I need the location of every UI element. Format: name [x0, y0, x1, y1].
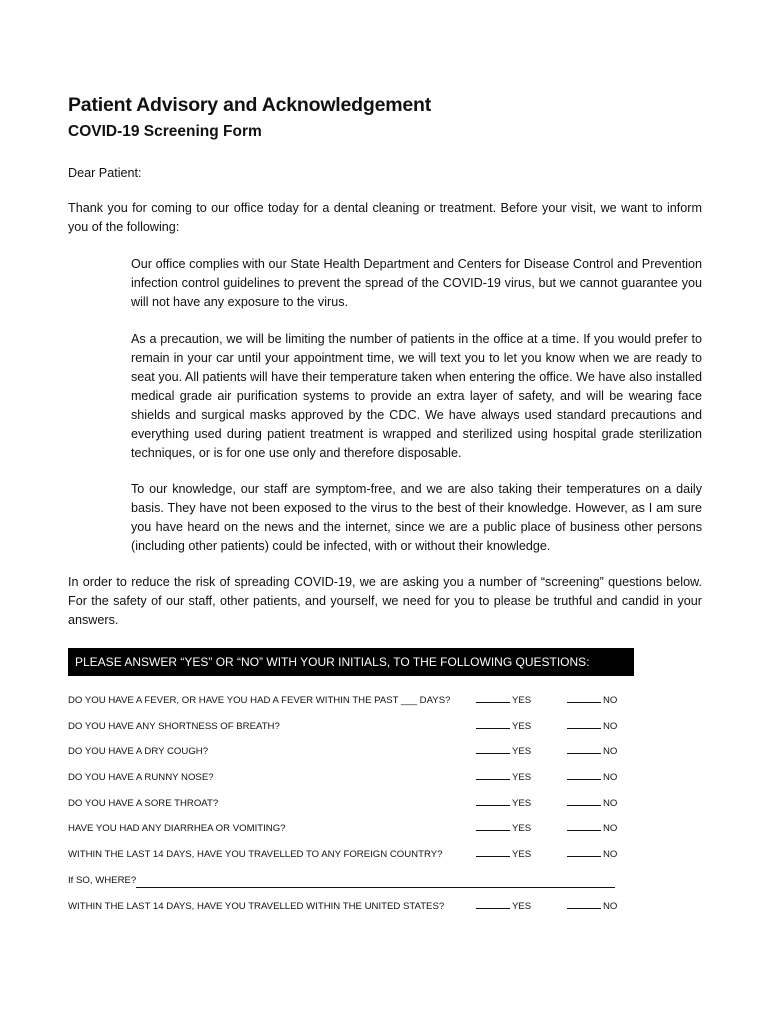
question-text: DO YOU HAVE A FEVER, OR HAVE YOU HAD A FEVER WITHIN THE PAST ___ DAYS? — [68, 695, 451, 706]
question-text: DO YOU HAVE A DRY COUGH? — [68, 746, 209, 758]
initials-blank[interactable] — [567, 846, 601, 857]
initials-blank[interactable] — [567, 769, 601, 780]
intro-paragraph: Thank you for coming to our office today for a dental cleaning or treatment. Before your visit, we want to inform you of the following: — [68, 201, 702, 234]
answer-yes-field[interactable] — [476, 894, 531, 920]
initials-blank[interactable] — [476, 898, 510, 909]
question-row — [68, 894, 628, 920]
initials-blank[interactable] — [476, 795, 510, 806]
answer-yes-field[interactable] — [476, 842, 531, 868]
initials-blank[interactable] — [476, 692, 510, 703]
answer-yes-field[interactable] — [476, 816, 531, 842]
answer-yes-label: YES — [512, 746, 532, 758]
page-title: Patient Advisory and Acknowledgement — [68, 94, 432, 116]
salutation: Dear Patient: — [68, 166, 142, 180]
answer-yes-field[interactable] — [476, 791, 531, 817]
question-row — [68, 688, 628, 714]
answer-no-label: NO — [603, 823, 618, 835]
question-row — [68, 714, 628, 740]
answer-no-label: NO — [603, 720, 618, 732]
answer-no-field[interactable] — [567, 894, 617, 920]
answer-yes-label: YES — [512, 900, 532, 912]
question-row — [68, 816, 628, 842]
answer-no-label: NO — [603, 746, 618, 758]
question-row — [68, 739, 628, 765]
answer-yes-field[interactable] — [476, 765, 531, 791]
initials-blank[interactable] — [476, 718, 510, 729]
answer-no-label: NO — [603, 772, 618, 784]
question-text: HAVE YOU HAD ANY DIARRHEA OR VOMITING? — [68, 823, 286, 835]
question-text: DO YOU HAVE A RUNNY NOSE? — [68, 772, 214, 784]
question-row — [68, 842, 628, 868]
answer-yes-label: YES — [512, 720, 532, 732]
question-row — [68, 868, 628, 894]
question-text: If SO, WHERE? — [68, 874, 137, 886]
answer-no-label: NO — [603, 695, 618, 706]
answer-no-field[interactable] — [567, 714, 617, 740]
screening-intro-paragraph: In order to reduce the risk of spreading COVID-19, we are asking you a number of “screening” questions below. For the safety of our staff, other patients, and yourself, we need for you to please be truthful and candid in your answers. — [68, 575, 702, 627]
answer-yes-label: YES — [512, 772, 532, 784]
initials-blank[interactable] — [476, 820, 510, 831]
answer-no-label: NO — [603, 797, 618, 809]
instructions-banner: PLEASE ANSWER “YES” OR “NO” WITH YOUR INITIALS, TO THE FOLLOWING QUESTIONS: — [68, 648, 634, 676]
compliance-paragraph: Our office complies with our State Health Department and Centers for Disease Control and Prevention infection control guidelines to prevent the spread of the COVID-19 virus, but we cannot guarantee you will not have any exposure to the virus. — [131, 257, 702, 309]
answer-no-field[interactable] — [567, 791, 617, 817]
answer-yes-label: YES — [512, 797, 532, 809]
initials-blank[interactable] — [476, 743, 510, 754]
answer-no-field[interactable] — [567, 765, 617, 791]
form-subtitle: COVID-19 Screening Form — [68, 123, 262, 140]
question-text: WITHIN THE LAST 14 DAYS, HAVE YOU TRAVELLED TO ANY FOREIGN COUNTRY? — [68, 849, 443, 861]
answer-yes-label: YES — [512, 849, 532, 861]
answer-yes-label: YES — [512, 695, 532, 706]
answer-no-field[interactable] — [567, 816, 617, 842]
initials-blank[interactable] — [567, 718, 601, 729]
answer-yes-field[interactable] — [476, 688, 531, 714]
question-row — [68, 791, 628, 817]
answer-no-field[interactable] — [567, 688, 617, 714]
precaution-paragraph: As a precaution, we will be limiting the number of patients in the office at a time. If you would prefer to remain in your car until your appointment time, we will text you to let you know when we are ready to seat you. All patients will have their temperature taken when entering the office. We have also installed medical grade air purification systems to provide an extra layer of safety, and will be wearing face shields and surgical masks approved by the CDC. We have always used standard precautions and everything used during patient treatment is wrapped and sterilized using hospital grade sterilization techniques, or is for one use only and therefore disposable. — [131, 332, 702, 460]
initials-blank[interactable] — [567, 898, 601, 909]
initials-blank[interactable] — [567, 692, 601, 703]
initials-blank[interactable] — [567, 795, 601, 806]
initials-blank[interactable] — [476, 846, 510, 857]
screening-questions — [68, 688, 628, 919]
question-text: DO YOU HAVE ANY SHORTNESS OF BREATH? — [68, 720, 280, 732]
initials-blank[interactable] — [567, 743, 601, 754]
question-text: DO YOU HAVE A SORE THROAT? — [68, 797, 219, 809]
question-row — [68, 765, 628, 791]
where-answer-line[interactable] — [136, 887, 615, 888]
answer-no-label: NO — [603, 849, 618, 861]
answer-yes-label: YES — [512, 823, 532, 835]
initials-blank[interactable] — [567, 820, 601, 831]
answer-no-field[interactable] — [567, 739, 617, 765]
initials-blank[interactable] — [476, 769, 510, 780]
question-text: WITHIN THE LAST 14 DAYS, HAVE YOU TRAVELLED WITHIN THE UNITED STATES? — [68, 900, 445, 912]
answer-no-label: NO — [603, 900, 618, 912]
answer-yes-field[interactable] — [476, 739, 531, 765]
answer-yes-field[interactable] — [476, 714, 531, 740]
answer-no-field[interactable] — [567, 842, 617, 868]
staff-paragraph: To our knowledge, our staff are symptom-free, and we are also taking their temperatures on a daily basis. They have not been exposed to the virus to the best of their knowledge. However, as I am sure you have heard on the news and the internet, since we are a public place of business other persons (including other patients) could be infected, with or without their knowledge. — [131, 482, 702, 553]
